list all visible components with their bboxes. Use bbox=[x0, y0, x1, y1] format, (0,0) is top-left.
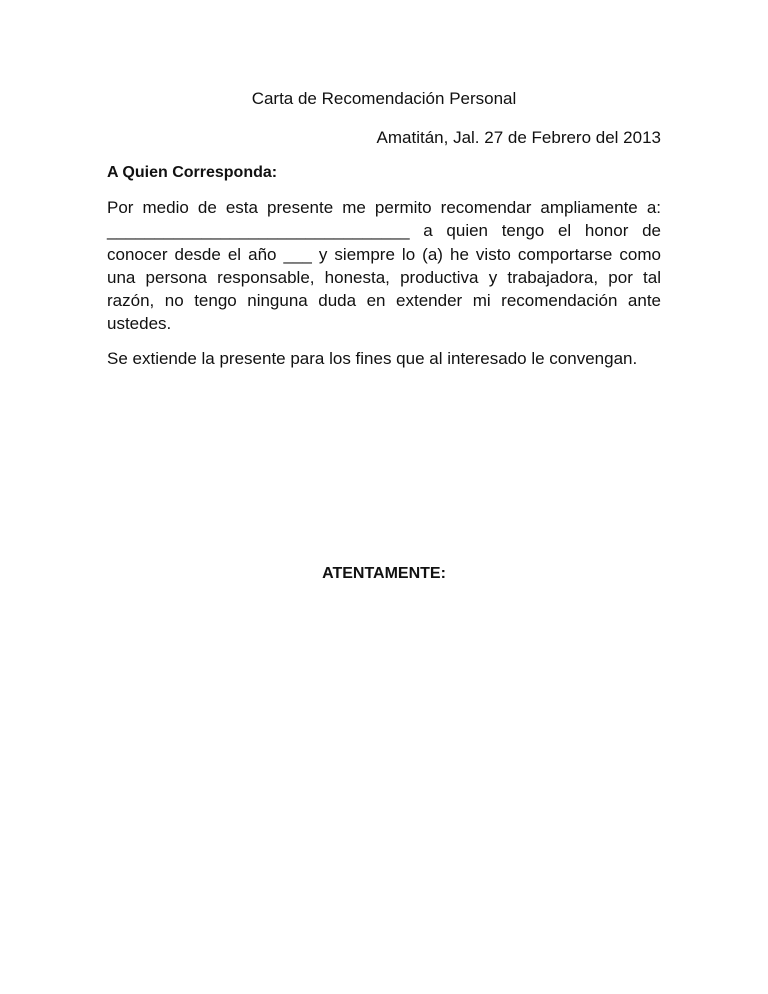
body-line: ________________________________ a quien tengo el honor de bbox=[107, 221, 661, 241]
body-line: conocer desde el año ___ y siempre lo (a) he visto comportarse como bbox=[107, 244, 661, 264]
body-line: una persona responsable, honesta, productiva y trabajadora, por tal bbox=[107, 267, 661, 287]
body-line: ustedes. bbox=[107, 314, 172, 334]
letter-title: Carta de Recomendación Personal bbox=[251, 89, 517, 108]
letter-signoff: ATENTAMENTE: bbox=[322, 565, 446, 582]
letter-closing-paragraph: Se extiende la presente para los fines que al interesado le convengan. bbox=[107, 349, 638, 368]
body-line: razón, no tengo ninguna duda en extender mi recomendación ante bbox=[107, 291, 661, 311]
letter-salutation: A Quien Corresponda: bbox=[107, 164, 278, 181]
body-line: Por medio de esta presente me permito recomendar ampliamente a: bbox=[107, 198, 661, 217]
letter-date: Amatitán, Jal. 27 de Febrero del 2013 bbox=[376, 128, 661, 147]
letter-body-paragraph bbox=[107, 196, 661, 336]
